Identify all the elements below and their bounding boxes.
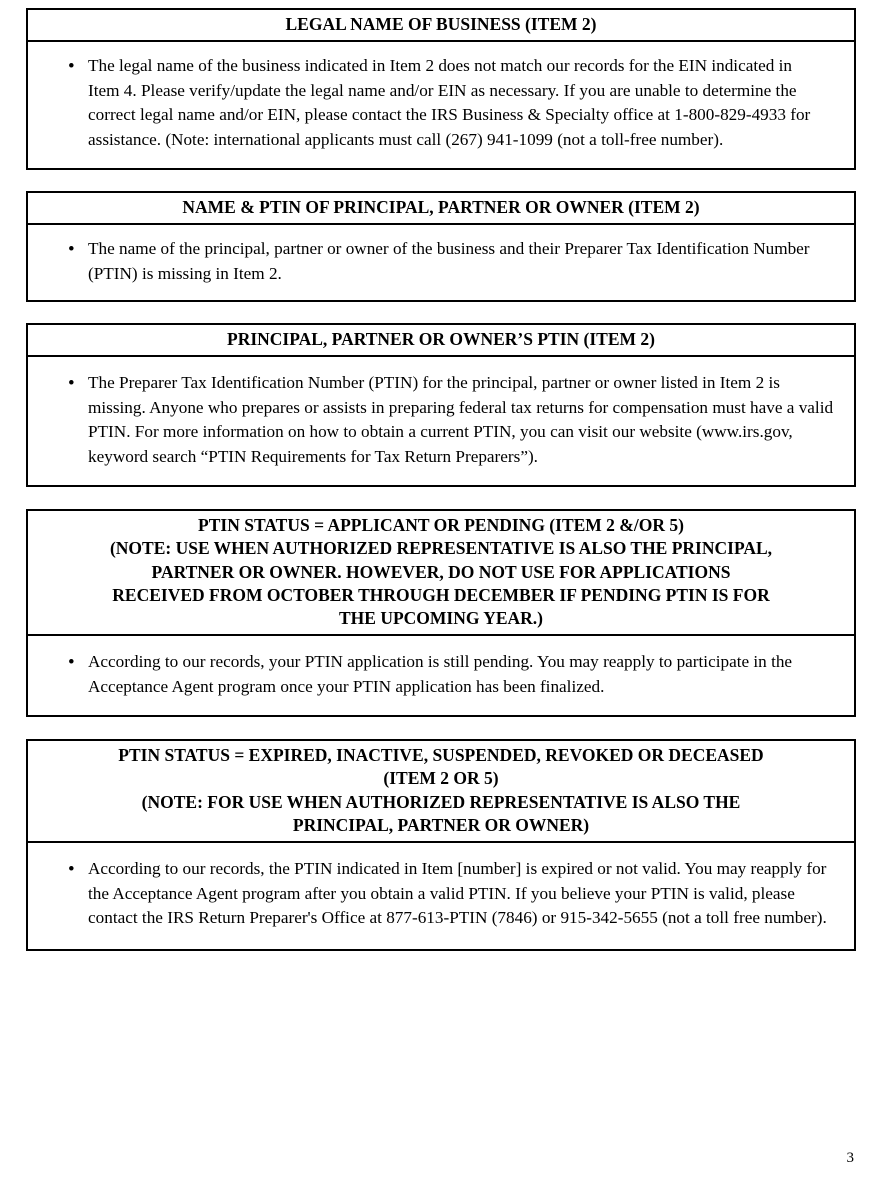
section-header-line: PTIN STATUS = EXPIRED, INACTIVE, SUSPENDED, REVOKED OR DECEASED [118,745,764,766]
bullet-item [42,857,840,930]
section-body [28,636,854,715]
bullet-text: According to our records, your PTIN application is still pending. You may reapply to participate in the Acceptance Agent program once your PTIN application has been finalized. [88,652,793,696]
section-name-and-ptin-of-principal [26,191,856,302]
section-header-line: (ITEM 2 OR 5) [383,768,499,789]
section-header-line: PTIN STATUS = APPLICANT OR PENDING (ITEM 2 &/OR 5) [198,515,684,536]
section-legal-name-of-business [26,8,856,170]
section-principal-partner-owner-ptin [26,323,856,487]
section-header-line: PRINCIPAL, PARTNER OR OWNER) [292,814,590,835]
bullet-item [42,650,840,699]
section-header [28,325,854,357]
bullet-item [42,237,840,286]
bullet-marker: • [68,859,75,881]
section-header-line: RECEIVED FROM OCTOBER THROUGH DECEMBER IF PENDING PTIN IS FOR [112,584,770,605]
bullet-text: The legal name of the business indicated in Item 2 does not match our records for the EIN indicated in Item 4. Please verify/update the legal name and/or EIN as necessary. If you are unable to determine the correct legal name and/or EIN, please contact the IRS Business & Specialty office at 1-800-829-4933 for assistance. (Note: international applicants must call (267) 941-1099 (not a toll-free number). [88,56,811,149]
bullet-text: According to our records, the PTIN indicated in Item [number] is expired or not valid. You may reapply for the Acceptance Agent program after you obtain a valid PTIN. If you believe your PTIN is valid, please contact the IRS Return Preparer's Office at 877-613-PTIN (7846) or 915-342-5655 (not a toll free number). [88,859,827,928]
bullet-marker: • [68,373,75,395]
section-header-line: NAME & PTIN OF PRINCIPAL, PARTNER OR OWNER (ITEM 2) [182,196,700,217]
section-header [28,511,854,636]
bullet-marker: • [68,239,75,261]
bullet-item [42,371,840,469]
section-header-line: LEGAL NAME OF BUSINESS (ITEM 2) [285,14,597,34]
section-header [28,10,854,42]
section-ptin-status-expired-inactive [26,739,856,950]
section-header-line: (NOTE: FOR USE WHEN AUTHORIZED REPRESENTATIVE IS ALSO THE [141,791,741,812]
bullet-text: The Preparer Tax Identification Number (PTIN) for the principal, partner or owner listed in Item 2 is missing. Anyone who prepares or assists in preparing federal tax returns for compensation must have a valid PTIN. For more information on how to obtain a current PTIN, you can visit our website (www.irs.gov, keyword search “PTIN Requirements for Tax Return Preparers”). [88,373,834,466]
section-header-line: PARTNER OR OWNER. HOWEVER, DO NOT USE FOR APPLICATIONS [151,561,731,582]
bullet-text: The name of the principal, partner or owner of the business and their Preparer Tax Identification Number (PTIN) is missing in Item 2. [88,239,810,283]
section-body [28,225,854,300]
section-header [28,193,854,225]
section-header-line: THE UPCOMING YEAR.) [338,608,543,629]
section-header-line: PRINCIPAL, PARTNER OR OWNER’S PTIN (ITEM 2) [227,329,655,350]
page-number: 3 [846,1150,854,1166]
bullet-marker: • [68,652,75,674]
section-body [28,357,854,485]
section-header [28,741,854,843]
section-body [28,42,854,168]
bullet-item [42,54,840,152]
section-ptin-status-applicant-or-pending [26,509,856,717]
section-header-line: (NOTE: USE WHEN AUTHORIZED REPRESENTATIVE IS ALSO THE PRINCIPAL, [109,538,773,559]
bullet-marker: • [68,56,75,78]
section-body [28,843,854,948]
